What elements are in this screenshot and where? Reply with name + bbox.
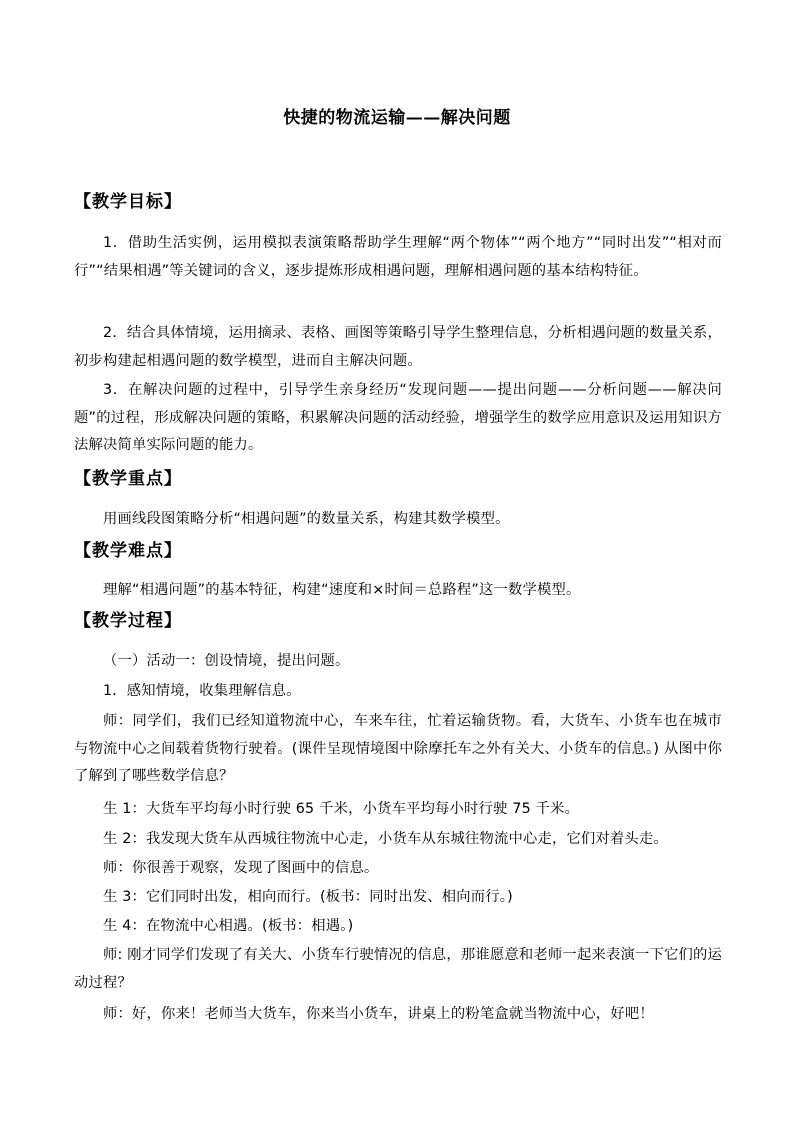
document-title: 快捷的物流运输——解决问题: [283, 108, 511, 128]
heading-difficulties: 【教学难点】: [74, 541, 182, 561]
goal-paragraph-3: 3．在解决问题的过程中，引导学生亲身经历“发现问题——提出问题——分析问题——解决问题”的过程，形成解决问题的策略，积累解决问题的活动经验，增强学生的数学应用意识及运用知识方法解决简单实际问题的能力。: [74, 382, 722, 453]
process-paragraph-2: 1．感知情境，收集理解信息。: [103, 683, 301, 699]
heading-key-points: 【教学重点】: [74, 469, 182, 489]
process-paragraph-8: 生 4：在物流中心相遇。(板书：相遇。): [103, 918, 354, 934]
process-paragraph-1: （一）活动一：创设情境，提出问题。: [103, 653, 350, 669]
process-paragraph-10: 师：好，你来！老师当大货车，你来当小货车，讲桌上的粉笔盒就当物流中心，好吧！: [103, 1006, 654, 1022]
heading-teaching-process: 【教学过程】: [74, 611, 182, 631]
process-paragraph-7: 生 3：它们同时出发，相向而行。(板书：同时出发、相向而行。): [103, 889, 513, 905]
key-point-paragraph: 用画线段图策略分析“相遇问题”的数量关系，构建其数学模型。: [103, 511, 510, 527]
goal-paragraph-2: 2．结合具体情境，运用摘录、表格、画图等策略引导学生整理信息，分析相遇问题的数量关系，初步构建起相遇问题的数学模型，进而自主解决问题。: [74, 325, 722, 369]
goal-paragraph-1: 1．借助生活实例，运用模拟表演策略帮助学生理解“两个物体”“两个地方”“同时出发”“相对而行”“结果相遇”等关键词的含义，逐步提炼形成相遇问题，理解相遇问题的基本结构特征。: [74, 235, 722, 279]
process-paragraph-3: 师：同学们，我们已经知道物流中心，车来车往，忙着运输货物。看，大货车、小货车也在城市与物流中心之间载着货物行驶着。(课件呈现情境图中除摩托车之外有关大、小货车的信息。) 从图中你了解到了哪些数学信息？: [74, 713, 722, 784]
process-paragraph-6: 师：你很善于观察，发现了图画中的信息。: [103, 860, 379, 876]
process-paragraph-9: 师: 刚才同学们发现了有关大、小货车行驶情况的信息，那谁愿意和老师一起来表演一下它们的运动过程？: [74, 947, 722, 991]
heading-teaching-goals: 【教学目标】: [74, 192, 182, 212]
process-paragraph-4: 生 1：大货车平均每小时行驶 65 千米，小货车平均每小时行驶 75 千米。: [103, 801, 580, 817]
process-paragraph-5: 生 2：我发现大货车从西城往物流中心走，小货车从东城往物流中心走，它们对着头走。: [103, 831, 668, 847]
difficulty-paragraph: 理解“相遇问题”的基本特征，构建“速度和×时间＝总路程”这一数学模型。: [103, 582, 581, 598]
